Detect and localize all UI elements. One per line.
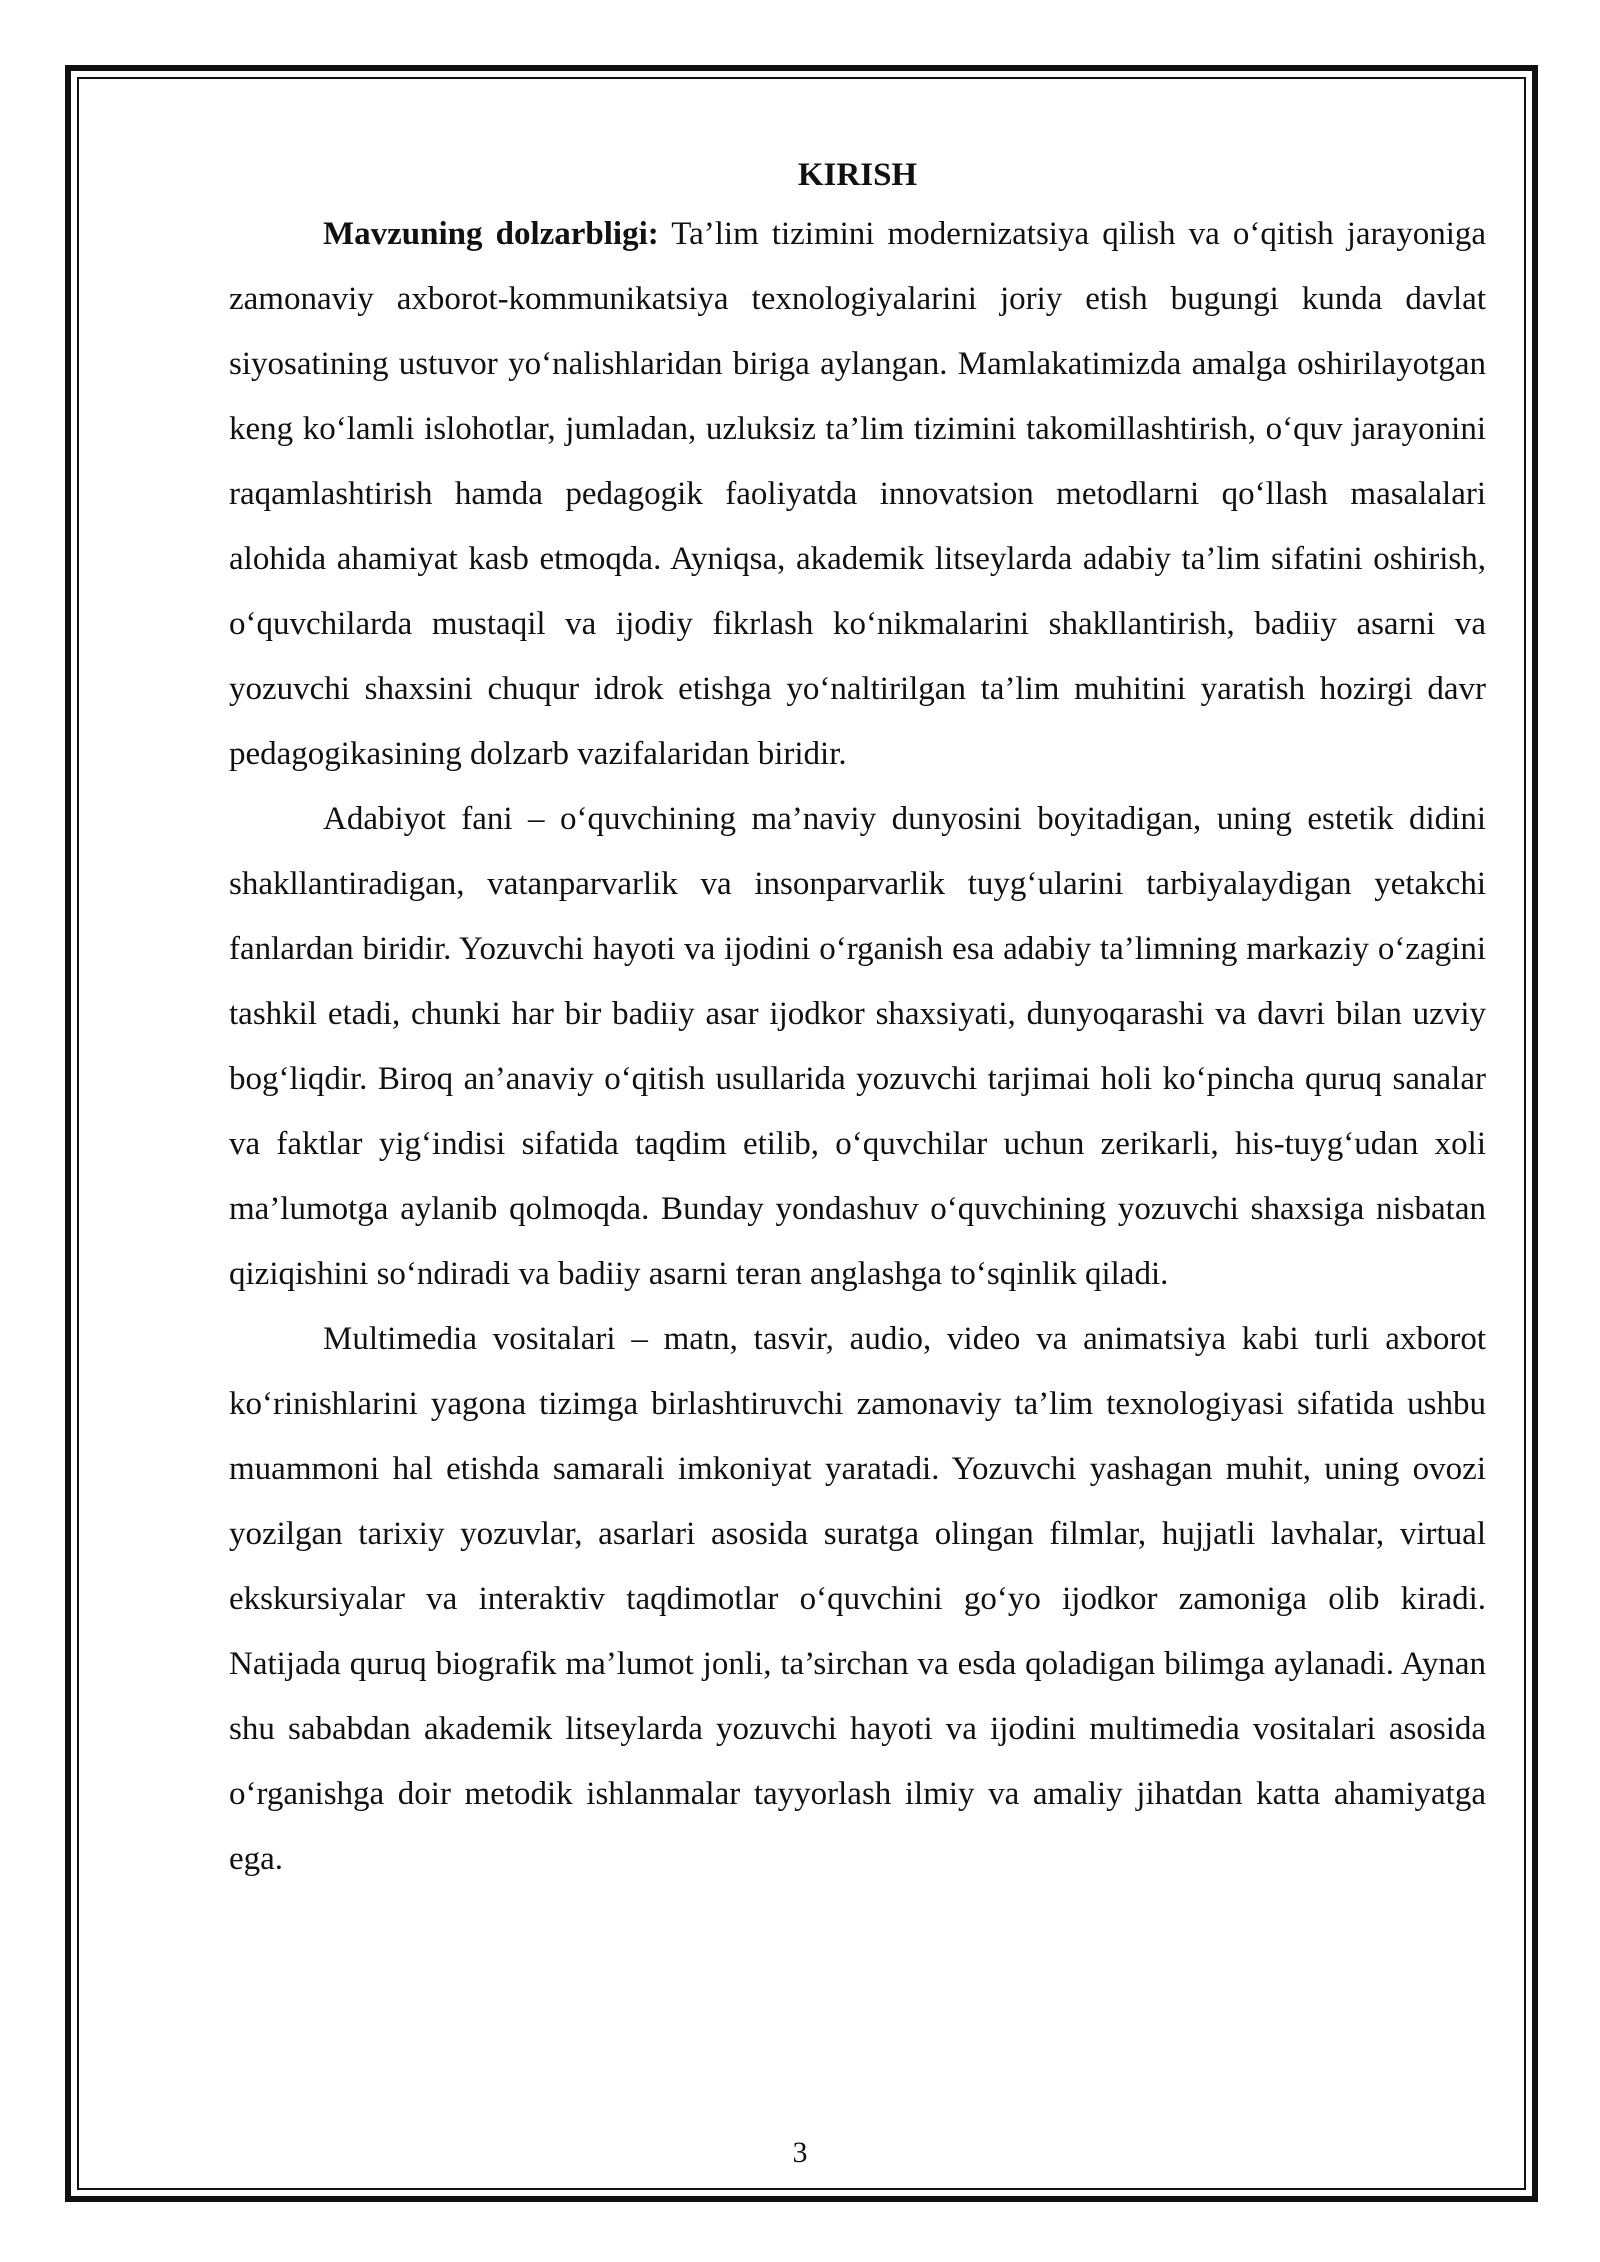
paragraph-literature [229, 787, 1486, 1307]
paragraph-relevance [229, 202, 1486, 787]
paragraph-multimedia [229, 1307, 1486, 1892]
paragraph-text: Adabiyot fani – o‘quvchining ma’naviy dunyosini boyitadigan, uning estetik didini shakllantiradigan, vatanparvarlik va insonparvarlik tuyg‘ularini tarbiyalaydigan yetakchi fanlardan biridir. Yozuvchi hayoti va ijodini o‘rganish esa adabiy ta’limning markaziy o‘zagini tashkil etadi, chunki har bir badiiy asar ijodkor shaxsiyati, dunyoqarashi va davri bilan uzviy bog‘liqdir. Biroq an’anaviy o‘qitish usullarida yozuvchi tarjimai holi ko‘pincha quruq sanalar va faktlar yig‘indisi sifatida taqdim etilib, o‘quvchilar uchun zerikarli, his-tuyg‘udan xoli ma’lumotga aylanib qolmoqda. Bunday yondashuv o‘quvchining yozuvchi shaxsiga nisbatan qiziqishini so‘ndiradi va badiiy asarni teran anglashga to‘sqinlik qiladi. [229, 801, 1486, 1292]
paragraph-text: Multimedia vositalari – matn, tasvir, audio, video va animatsiya kabi turli axborot ko‘rinishlarini yagona tizimga birlashtiruvchi zamonaviy ta’lim texnologiyasi sifatida ushbu muammoni hal etishda samarali imkoniyat yaratadi. Yozuvchi yashagan muhit, uning ovozi yozilgan tarixiy yozuvlar, asarlari asosida suratga olingan filmlar, hujjatli lavhalar, virtual ekskursiyalar va interaktiv taqdimotlar o‘quvchini go‘yo ijodkor zamoniga olib kiradi. Natijada quruq biografik ma’lumot jonli, ta’sirchan va esda qoladigan bilimga aylanadi. Aynan shu sababdan akademik litseylarda yozuvchi hayoti va ijodini multimedia vositalari asosida o‘rganishga doir metodik ishlanmalar tayyorlash ilmiy va amaliy jihatdan katta ahamiyatga ega. [229, 1321, 1486, 1877]
section-title: KIRISH [797, 157, 918, 193]
paragraph-text: Ta’lim tizimini modernizatsiya qilish va o‘qitish jarayoniga zamonaviy axborot-kommunikatsiya texnologiyalarini joriy etish bugungi kunda davlat siyosatining ustuvor yo‘nalishlaridan biriga aylangan. Mamlakatimizda amalga oshirilayotgan keng ko‘lamli islohotlar, jumladan, uzluksiz ta’lim tizimini takomillashtirish, o‘quv jarayonini raqamlashtirish hamda pedagogik faoliyatda innovatsion metodlarni qo‘llash masalalari alohida ahamiyat kasb etmoqda. Ayniqsa, akademik litseylarda adabiy ta’lim sifatini oshirish, o‘quvchilarda mustaqil va ijodiy fikrlash ko‘nikmalarini shakllantirish, badiiy asarni va yozuvchi shaxsini chuqur idrok etishga yo‘naltirilgan ta’lim muhitini yaratish hozirgi davr pedagogikasining dolzarb vazifalaridan biridir. [229, 216, 1487, 772]
page-number: 3 [792, 2136, 808, 2169]
document-body [229, 148, 1486, 1892]
paragraph-lead-label: Mavzuning dolzarbligi: [323, 216, 659, 252]
